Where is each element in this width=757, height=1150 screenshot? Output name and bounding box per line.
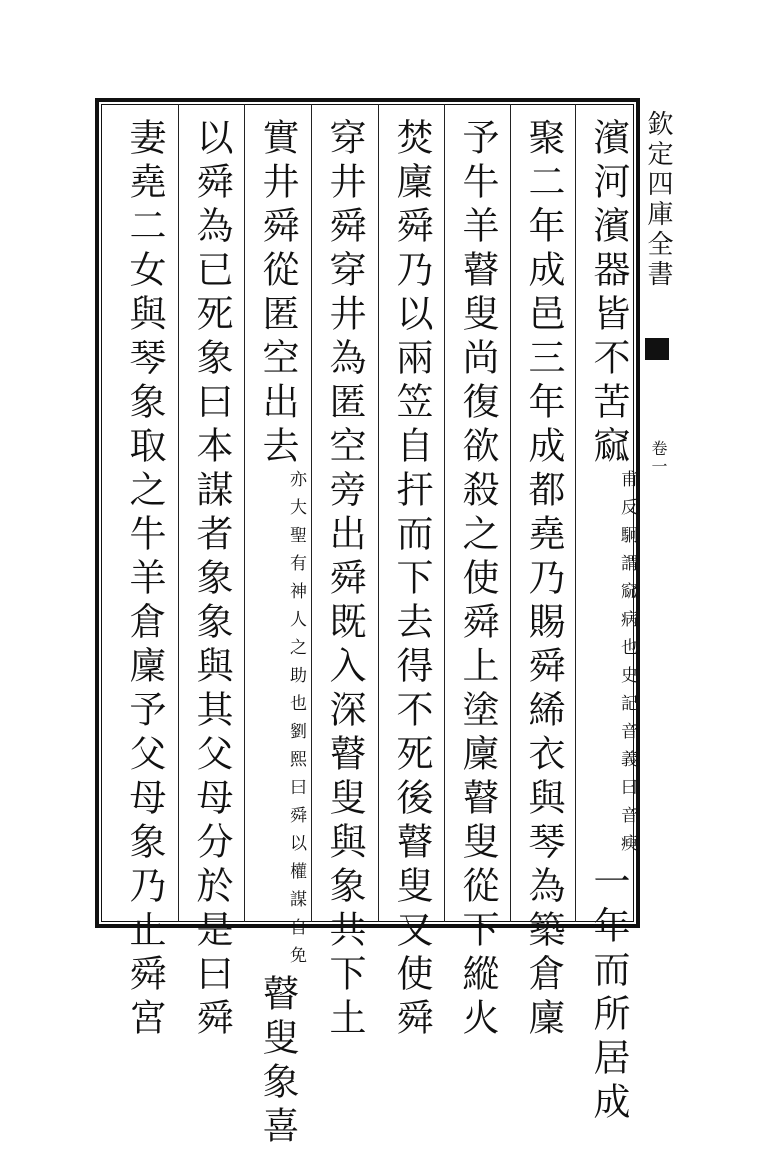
column-rule	[244, 104, 245, 922]
note-right: 劉熙曰舜以權謀自免	[286, 722, 306, 974]
text-column-6	[247, 118, 307, 1150]
text-column-4	[381, 118, 441, 1042]
main-text: 以舜為已死象曰本謀者象象與其父母分於是曰舜	[190, 118, 233, 1042]
interlinear-note	[616, 470, 638, 862]
main-text: 一年而所居成	[587, 862, 630, 1126]
text-column-7	[181, 118, 241, 1042]
main-text: 聚二年成邑三年成都堯乃賜舜絺衣與琴為築倉廩	[522, 118, 565, 1042]
text-column-3	[447, 118, 507, 1042]
column-rule	[510, 104, 511, 922]
column-rule	[311, 104, 312, 922]
text-column-8	[114, 118, 174, 1042]
column-rule	[178, 104, 179, 922]
main-text: 予牛羊瞽叟尚復欲殺之使舜上塗廩瞽叟從下縱火	[456, 118, 499, 1042]
book-title: 欽定四庫全書	[643, 110, 673, 290]
note-left: 甫反駉謂窳病也	[617, 470, 637, 666]
main-text: 妻堯二女與琴象取之牛羊倉廩予父母象乃止舜宮	[123, 118, 166, 1042]
text-column-5	[314, 118, 374, 1042]
note-left: 亦大聖有神人之助也	[286, 470, 306, 722]
text-column-1	[578, 118, 638, 1126]
text-column-2	[513, 118, 573, 1042]
fishtail-mark	[645, 338, 669, 360]
note-right: 史記音義曰音瘐	[617, 666, 637, 862]
main-text: 焚廩舜乃以兩笠自扞而下去得不死後瞽叟又使舜	[390, 118, 433, 1042]
main-text: 瞽叟象喜	[256, 974, 299, 1150]
main-text: 濱河濱器皆不苦窳	[587, 118, 630, 470]
column-rule	[378, 104, 379, 922]
main-text: 實井舜從匿空出去	[256, 118, 299, 470]
main-text: 穿井舜穿井為匿空旁出舜既入深瞽叟與象共下土	[323, 118, 366, 1042]
column-rule	[575, 104, 576, 922]
chapter-label: 卷一	[649, 440, 668, 476]
column-rule	[444, 104, 445, 922]
interlinear-note	[285, 470, 307, 974]
